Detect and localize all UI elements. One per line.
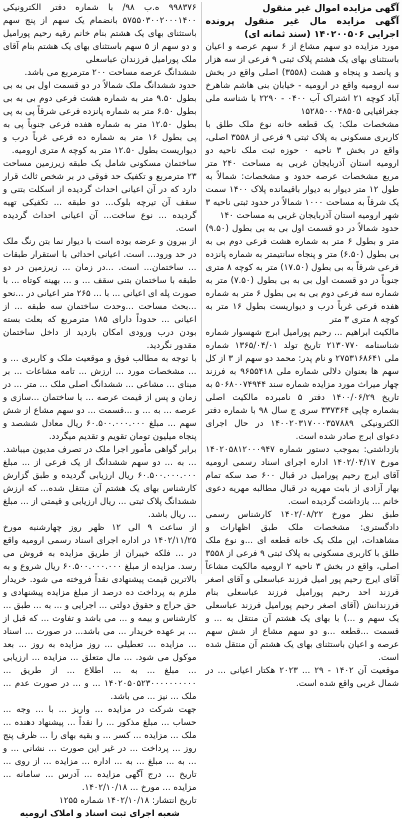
- notice-paragraph: جهت شرکت در مزایده ... واریز ... با ... وجه ... حساب ... مبلغ مذکور ... را نقداً ... پیشنهاد دهنده ... ملک ... مزایده ... کسر ... و بقیه بهای را ... ظرف پنج روز ... پرداخت ... در غیر این صورت ... نشانی ... و ... به ... مبلغ ... به ... اداره ... مزایده ... از روی ... تاریخ ... درج آگهی مزایده ... آدرس ... سامانه ... مزایده ... مورخ ... ۱۴۰۲/۱۰/۱۸.: [3, 705, 197, 793]
- notice-paragraph: ششدانگ عرصه مساحت ۲۰۰ مترمربع می باشد.: [24, 68, 197, 78]
- notice-paragraph: طبق نظر مورخ ۱۴۰۲/۰۸/۲۲ کارشناس رسمی دادگستری: مشخصات ملک طبق اظهارات و مشاهدات، این ملک یک خانه قطعه ای ...و نوع ملک طلق با کاربری مسکونی به پلاک ثبتی ۹ فرعی از ۳۵۵۸ اصلی، واقع در بخش ۳ ناحیه ۲ ارومیه مالکیت مشاعاً آقای ایرج رحیم پور امیل فرزند عباسعلی و آقای اصغر فرزند احد رحیم پورامیل فرزند عباسعلی بنام فرزندانش (آقای اصغر رحیم پورامیل فرزند عباسعلی یک سهم و ...) با بهای یک هشتم آن منتقل به ... و قسمت ...قطعه ...و دو سهم مشاع از شش سهم عرصه و اعیان باستثنای بهای یک هشتم آن منتقل شده است.: [205, 510, 400, 663]
- column-divider: [201, 2, 202, 574]
- notice-paragraph: حدود ششدانگ ملک شمالاً در دو قسمت اول بی به بی بطول ۹.۵۰ متر به شماره هشت فرعی دوم بی به بی بطول ۶.۵۰ متر به شماره پانزده فرعی شرقاً پی به پی بطول ۱۲.۵۰ متر به شماره هفده فرعی جنوباً پی به پی بطول ۱۶ متر به شماره ده فرعی غرباً درب و دیواریست بطول ۱۲.۵۰ متر به کوچه ۸ متری ارومیه.: [3, 81, 197, 156]
- notice-title: آگهی مزایده اموال غیر منقول: [262, 3, 399, 14]
- notice-subtitle: آگهی مزایده مال غیر منقول پرونده اجرایی ۱۴۰۲۰۰۵۰۶ (سند ثمانه ای): [205, 16, 399, 40]
- notice-right-column: [205, 2, 400, 689]
- notice-paragraph: از ساعت ۹ الی ۱۲ ظهر روز چهارشنبه مورخ ۱۴۰۲/۱۱/۲۵ در اداره اجرای اسناد رسمی ارومیه واقع در ... فلکه خیبران از طریق مزایده به فروش می رسد. مزایده از مبلغ ۶۰.۵۰۰.۰۰۰.۰۰۰ ریال شروع و به بالاترین قیمت پیشنهادی نقداً فروخته می شود. خریدار ملزم به پرداخت ده درصد از مبلغ مزایده پیشنهادی و حق حراج و حقوق دولتی ... اجرایی و ... به ... طبق ... کارشناس و بیمه و ... می باشد و تفاوت ... که قبل از ... بر عهده خریدار ... می باشد... در صورت ... اسناد ... مزایده ... تعطیلی ... روز مزایده به روز ... بعد موکول می شود. ... مال متعلق ... مزایده ... ارزیابی ... مبلغ ... به ... اطلاع ... از طریق ... ۱۴۰۲۰۵۰۵۲۳۰۰۰۰۰۰۰۰۰۰ ... و ... در صورت عدم ... ملک ... نیز ... می باشد.: [3, 523, 197, 702]
- notice-paragraph: تاریخ انتشار: ۱۴۰۲/۱۰/۱۸ شماره ۱۲۵۵: [59, 796, 197, 806]
- notice-paragraph: با توجه به مطالب فوق و موقعیت ملک و کاربری ... و ... مشخصات مورد ... ارزش ... تامه مشاعات ... بر مبنای ... مشاعی ... ششدانگ اصلی ملک ... متر ... در زمان و پس از قیمت عرصه ... با ساختمان ...سازی و عرصه ... به ... و ...قسمت ... دو سهم مشاع از شش سهم ... مبلغ ۶۰.۵۰۰.۰۰۰.۰۰۰ ریال معادل ششصد و پنجاه میلیون تومان تقویم و تقدیم میگردد.: [3, 354, 197, 442]
- notice-paragraph: ساختمان مسکونی شامل یک طبقه زیرزمین مساحت ۲۳ مترمربع و تکفیک حد فوقی در بر شخص ثالث قرار دارد که در آن اعیانی احداث گردیده از اسکلت بتنی و سقف آن تیرچه بلوک... دو طبقه ... تکفیکی تهیه گردیده ... نوع ساخت... آن اعیانی احداث گردیده است.: [3, 159, 197, 234]
- notice-left-column: [3, 2, 197, 819]
- notice-signoff: شعبه اجرای ثبت اسناد و املاک ارومیه: [19, 809, 180, 819]
- notice-paragraph: مالکیت ابراهیم ... رحیم پورامیل ابرج شهسوار شماره شناسنامه ۲۱۳۰۷۷۰ تاریخ تولد ۱۳۶۵/۰۴/۰۱ شماره ملی ۲۷۵۳۱۶۸۶۴۱ و نام پدر: محمد دو سهم از ۳ از کل سهم ها بعنوان دلالی شماره ملی ۹۶۵۵۴۱۸ به فرزند چهار میراث مورد مزایده شماره سند ۵۰۶۸۰۰۷۴۹۴۴ به تاریخ ۱۴۰۰/۰۶/۲۹ دفتر ۵ نامبرده مالکیت اصلی بشماره چاپی ۳۳۷۳۶۴ سری ج سال ۹۸ با شماره دفتر الکترونیکی ۱۴۰۰۲۰۳۱۷۰۰۰۳۵۷۸۸۹ در حال اجرای دعوای ابرج صادر شده است.: [205, 328, 400, 442]
- notice-paragraph: ۹۹۸۳۷۶ ه.ب ۹۸/ با شماره دفتر الکترونیکی ۵۷۵۵۰۳۰۰۲۰۰۰۱۴۰۰ بانضمام یک سهم از پنج سهم باستثنای بهای یک هشتم بنام خانم رقیه رحیم پورامیل و دو سهم از ۵ سهم باستثنای بهای یک هشتم بنام آقای ملک پورامیل فرزندان عباسعلی: [3, 3, 197, 65]
- notice-paragraph: از بیرون و عرضه بوده است با دیوار نما بتن رنگ ملک در حد ورود... است. اعیانی احداثی با استقرار طبقات ... ساختمان... است. ...در زمان ... زیرزمین در دو طبقه با ساختمان بتنی سقف ... و ... بهینه کوتاه ... با صورت پله ای اعیانی ... با ... ۲۶۵ متر اعیانی در ...نحو ...بحث مساحت ...وحدت ساختمان سه طبقه ... از اعیانی ... حدوداً دارای ۱۸۵ مترمربع که بعلت بسته بودن درب ورودی امکان بازدید از داخل ساختمان مقدور نگردید.: [3, 237, 197, 351]
- notice-paragraph: مورد مزایده دو سهم مشاع از ۶ سهم عرصه و اعیان باستثنای بهای یک هشتم پلاک ثبتی ۹ فرعی از سه هزار و پانصد و پنجاه و هشت (۳۵۵۸) اصلی واقع در بخش سه ارومیه واقع در ارومیه - خیابان بنی هاشم شاهرخ آباد کوچه ۲۱ اشتراک آب ۰۴۰۰ - ۲۲۹۰ با شناسه ملی جغرافیایی ۱۵۲۸۵۰۰۰۴۸۵۰۵: [205, 42, 400, 117]
- notice-paragraph: مشخصات ملک: یک قطعه خانه نوع ملک طلق با کاربری مسکونی به پلاک ثبتی ۹ فرعی از ۳۵۵۸ اصلی، واقع در بخش ۳ ناحیه ۰ حوزه ثبت ملک ناحیه دو ارومیه استان آذربایجان غربی به مساحت ۲۴۰ متر مربع مشخصات عرصه حدود و مشخصات: شمالاً به طول ۱۲ متر دیوار به دیوار باقیمانده پلاک ۱۴۰۰ سمت یک شرقاً به مساحت ۱۰۰۰ شمالاً در حدود ثبتی ناحیه ۳ شهر ارومیه استان آذربایجان غربی به مساحت ۱۴۰: [205, 120, 400, 221]
- notice-paragraph: موقعیت آن ۱۴۰۲ - ۲۹ ... ۲۰۲۳ هکتار اعیانی ... در شمال غربی واقع شده است.: [205, 666, 399, 689]
- notice-paragraph: بازداشتی: بموجب دستور شماره ۱۴۰۲۰۵۸۱۲۰۰۰۹۴۷ مورخ ۱۴۰۲/۰۴/۱۷ اداره اجرای اسناد رسمی ارومیه آقای ایرج رحیم پورامیل در قبال ۶۰۰ صد سکه تمام بهار آزادی از بابت مهریه در قبال مطالبه مهریه دعوی خانم ... بازداشت گردیده است.: [205, 445, 399, 507]
- notice-paragraph: برابر گواهی مأمور اجرا ملک در تصرف مدیون میباشد. ... به ... دو سهم ششدانگ از یک فرعی از ... مبلغ ۶۰.۵۰۰.۰۰۰.۰۰۰ ریال ارزیابی گردیده و طبق گزارش کارشناس بهای یک هشتم آن منتقل شده... که ارزش ششدانگ پلاک ثبتی ... ریال ارزیابی و قیمتی از ... مبلغ ... ریال باشد.: [3, 445, 197, 520]
- notice-paragraph: حدود شمالاً در دو قسمت اول بی به بی بطول (۹.۵۰) متر و بطول ۶ متر به شماره هشت فرعی دوم بی به بی بطول (۶.۵۰) متر و پنجاه سانتیمتر به شماره پانزده فرعی شرقاً به بی بطول (۱۷.۵۰) متر به کوچه ۸ متری جنوباً در دو قسمت اول بی به بی بطول (۷.۵۰) متر به شماره سه فرعی دوم بی به بی بطول ۶ متر به شماره هفده فرعی غرباً درب و دیواریست بطول ۱۶ متر به کوچه ۸ متری ۳ متر: [205, 224, 400, 325]
